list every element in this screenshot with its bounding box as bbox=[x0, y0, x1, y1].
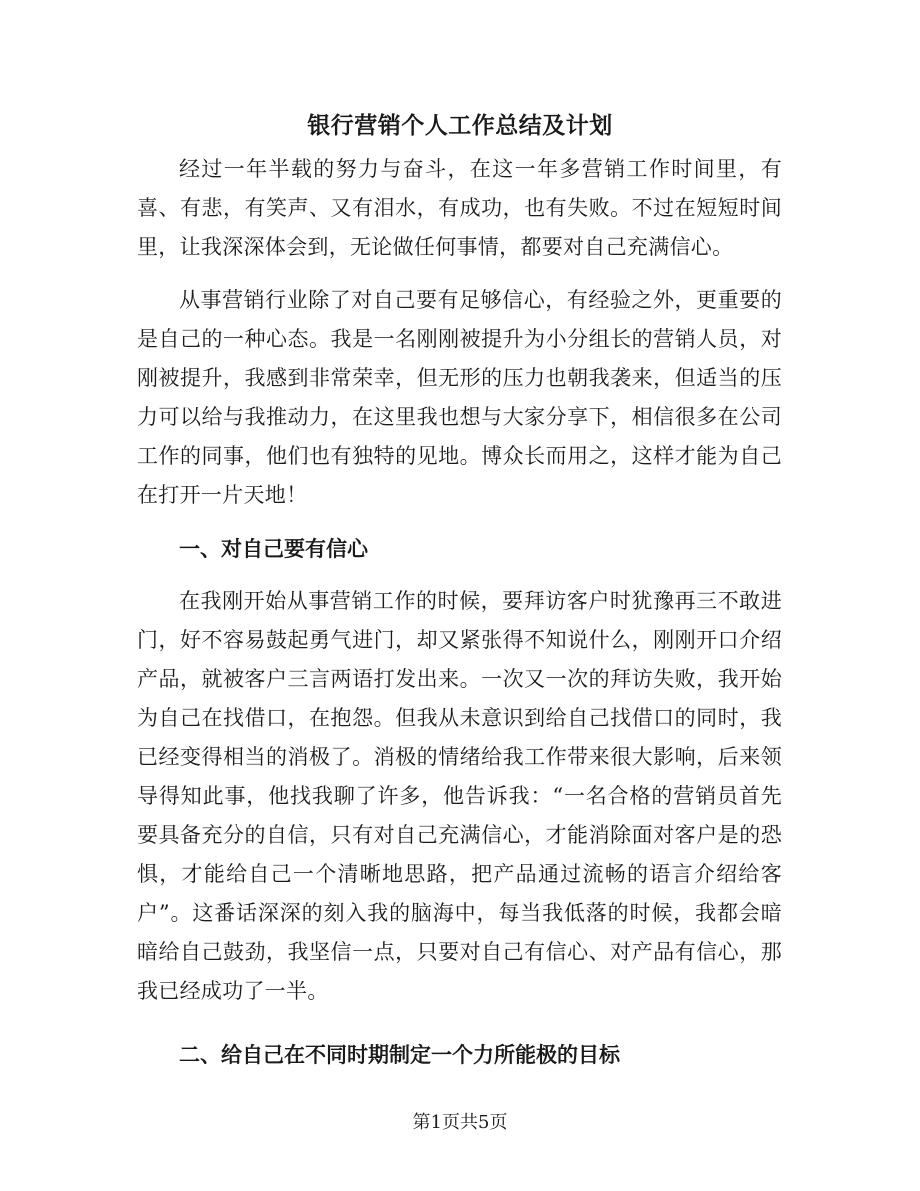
document-body bbox=[137, 150, 782, 1074]
section-heading-goals: 二、给自己在不同时期制定一个力所能极的目标 bbox=[179, 1042, 620, 1067]
section-heading-confidence: 一、对自己要有信心 bbox=[179, 536, 368, 561]
document-title: 银行营销个人工作总结及计划 bbox=[307, 112, 613, 139]
paragraph-confidence: 在我刚开始从事营销工作的时候，要拜访客户时犹豫再三不敢进门，好不容易鼓起勇气进门，却又紧张得不知说什么，刚刚开口介绍产品，就被客户三言两语打发出来。一次又一次的拜访失败，我开始为自己在找借口，在抱怨。但我从未意识到给自己找借口的同时，我已经变得相当的消极了。消极的情绪给我工作带来很大影响，后来领导得知此事，他找我聊了许多，他告诉我：“一名合格的营销员首先要具备充分的自信，只有对自己充满信心，才能消除面对客户是的恐惧，才能给自己一个清晰地思路，把产品通过流畅的语言介绍给客户”。这番话深深的刻入我的脑海中，每当我低落的时候，我都会暗暗给自己鼓劲，我坚信一点，只要对自己有信心、对产品有信心，那我已经成功了一半。 bbox=[137, 589, 782, 1003]
paragraph-intro: 经过一年半载的努力与奋斗，在这一年多营销工作时间里，有喜、有悲，有笑声、又有泪水，有成功，也有失败。不过在短短时间里，让我深深体会到，无论做任何事情，都要对自己充满信心。 bbox=[137, 157, 782, 259]
paragraph-mindset: 从事营销行业除了对自己要有足够信心，有经验之外，更重要的是自己的一种心态。我是一名刚刚被提升为小分组长的营销人员，对刚被提升，我感到非常荣幸，但无形的压力也朝我袭来，但适当的压力可以给与我推动力，在这里我也想与大家分享下，相信很多在公司工作的同事，他们也有独特的见地。博众长而用之，这样才能为自己在打开一片天地！ bbox=[137, 288, 782, 507]
page-number: 第1页共5页 bbox=[412, 1112, 508, 1133]
